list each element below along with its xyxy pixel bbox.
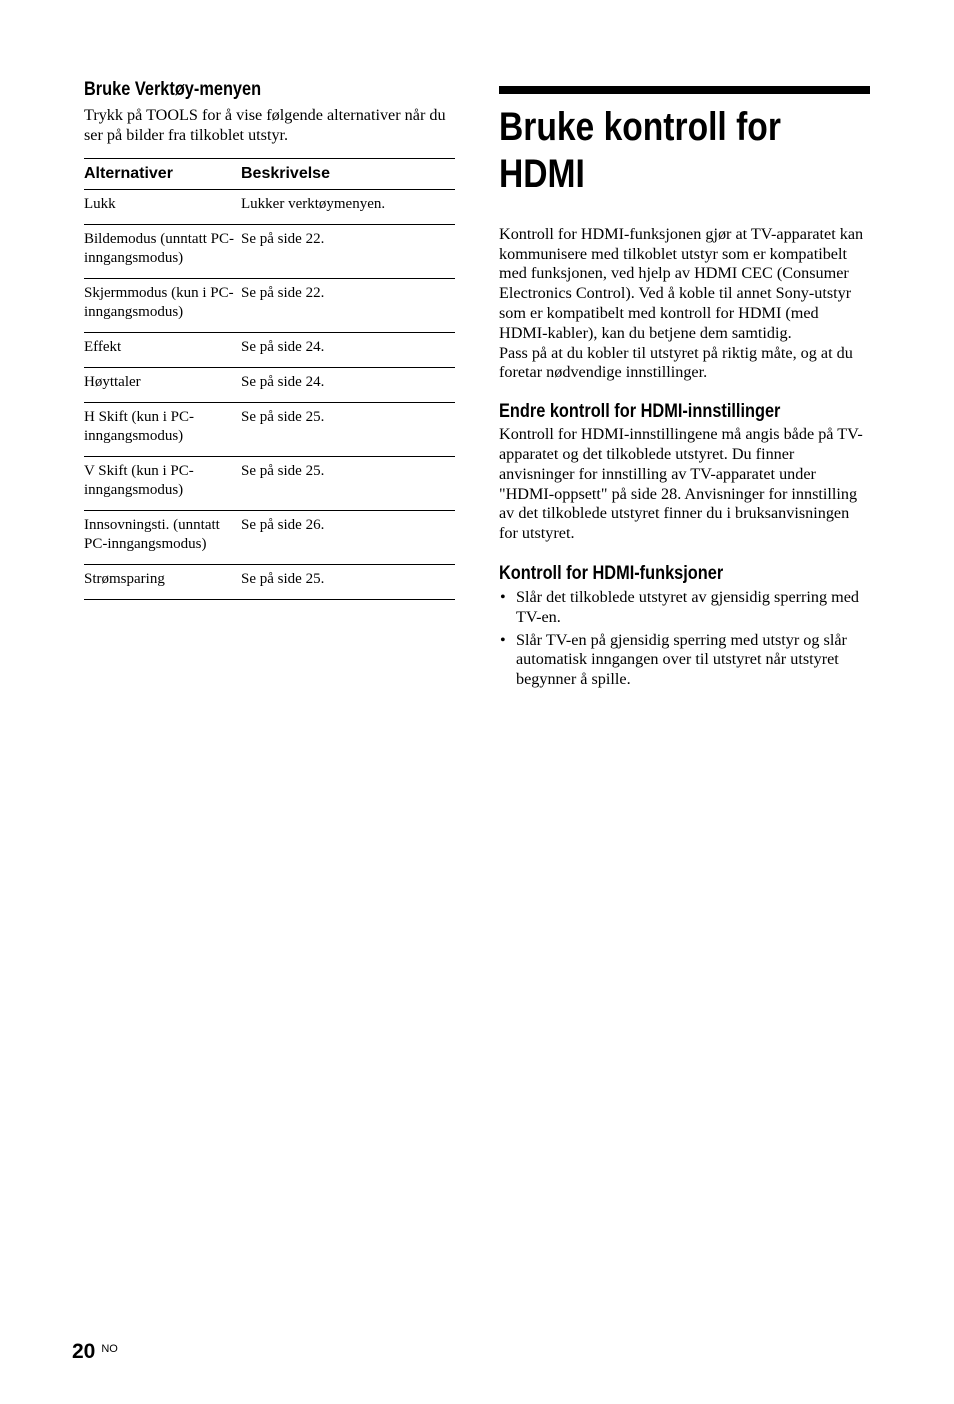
table-row xyxy=(84,224,455,278)
chapter-title-line-1: Bruke kontroll for xyxy=(499,105,781,149)
table-row xyxy=(84,564,455,599)
option-cell: Lukk xyxy=(84,189,241,224)
description-cell: Se på side 25. xyxy=(241,456,455,510)
table-row xyxy=(84,367,455,402)
connection-note-paragraph: Pass på at du kobler til utstyret på riktig måte, og at du foretar nødvendige innstillinger. xyxy=(499,343,853,382)
chapter-title xyxy=(499,104,811,198)
left-column xyxy=(84,78,455,600)
option-cell: Innsovningsti. (unntatt PC-inngangsmodus) xyxy=(84,510,241,564)
bullet-icon: • xyxy=(500,587,506,606)
tools-menu-intro: Trykk på TOOLS for å vise følgende alternativer når du ser på bilder fra tilkoblet utstyr. xyxy=(84,106,446,144)
table-row xyxy=(84,278,455,332)
settings-paragraph: Kontroll for HDMI-innstillingene må angis både på TV-apparatet og det tilkoblede utstyret. Du finner anvisninger for innstilling av TV-apparatet under "HDMI-oppsett" på side 28. Anvisninger for innstilling av det tilkoblede utstyret finner du i bruksanvisningen for utstyret. xyxy=(499,425,863,543)
option-cell: H Skift (kun i PC-inngangsmodus) xyxy=(84,402,241,456)
description-cell: Se på side 26. xyxy=(241,510,455,564)
table-row xyxy=(84,402,455,456)
description-cell: Se på side 24. xyxy=(241,332,455,367)
heading-rule xyxy=(499,86,870,94)
list-item xyxy=(499,588,870,628)
description-cell: Se på side 25. xyxy=(241,402,455,456)
intro-paragraph: Kontroll for HDMI-funksjonen gjør at TV-apparatet kan kommunisere med tilkoblet utstyr som er kompatibelt med funksjonen, ved hjelp av HDMI CEC (Consumer Electronics Control). Ved å koble til annet Sony-utstyr som er kompatibelt med kontroll for HDMI (med HDMI-kabler), kan du betjene dem samtidig. xyxy=(499,224,864,342)
description-cell: Se på side 22. xyxy=(241,278,455,332)
bullet-icon: • xyxy=(500,630,506,649)
options-table xyxy=(84,158,455,600)
page-footer xyxy=(72,1340,118,1364)
chapter-title-line-2: HDMI xyxy=(499,152,585,196)
list-item-text: Slår TV-en på gjensidig sperring med utstyr og slår automatisk inngangen over til utstyret når utstyret begynner å spille. xyxy=(516,630,847,689)
description-cell: Se på side 22. xyxy=(241,224,455,278)
section-title-tools-menu: Bruke Verktøy-menyen xyxy=(84,79,262,100)
column-header-description: Beskrivelse xyxy=(241,158,455,189)
option-cell: Strømsparing xyxy=(84,564,241,599)
table-row xyxy=(84,332,455,367)
language-code: NO xyxy=(101,1343,118,1355)
option-cell: Høyttaler xyxy=(84,367,241,402)
column-header-options: Alternativer xyxy=(84,158,241,189)
right-column xyxy=(499,86,870,693)
page-number: 20 xyxy=(72,1340,96,1363)
option-cell: Skjermmodus (kun i PC-inngangsmodus) xyxy=(84,278,241,332)
section-title-change-settings: Endre kontroll for HDMI-innstillinger xyxy=(499,401,781,423)
option-cell: V Skift (kun i PC-inngangsmodus) xyxy=(84,456,241,510)
description-cell: Se på side 25. xyxy=(241,564,455,599)
table-row xyxy=(84,456,455,510)
description-cell: Lukker verktøymenyen. xyxy=(241,189,455,224)
functions-list xyxy=(499,588,870,690)
table-header-row xyxy=(84,158,455,189)
section-title-hdmi-functions: Kontroll for HDMI-funksjoner xyxy=(499,562,724,584)
table-row xyxy=(84,189,455,224)
table-row xyxy=(84,510,455,564)
option-cell: Effekt xyxy=(84,332,241,367)
list-item xyxy=(499,631,870,690)
description-cell: Se på side 24. xyxy=(241,367,455,402)
list-item-text: Slår det tilkoblede utstyret av gjensidig sperring med TV-en. xyxy=(516,587,860,626)
option-cell: Bildemodus (unntatt PC-inngangsmodus) xyxy=(84,224,241,278)
